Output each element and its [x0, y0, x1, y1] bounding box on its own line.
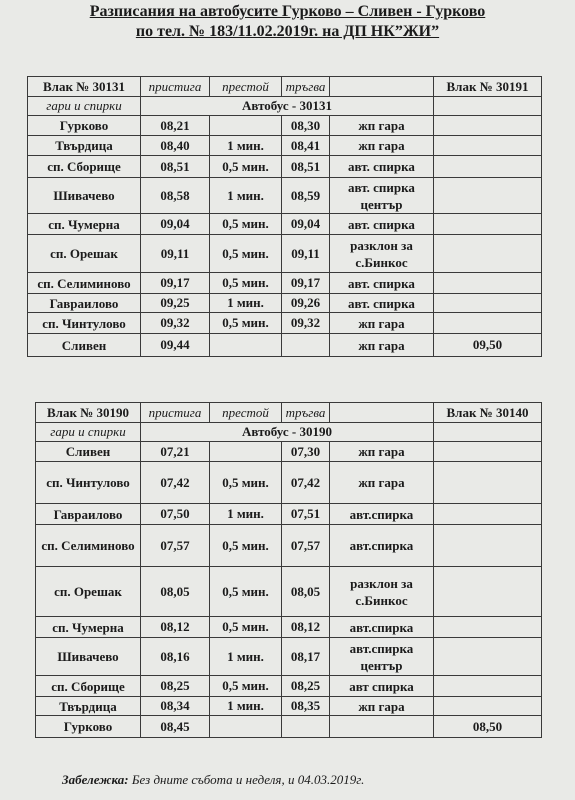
stop-type-cell: разклон за с.Бинкос — [330, 567, 434, 617]
stop-type-cell: авт.спирка — [330, 504, 434, 525]
table-row — [28, 273, 542, 294]
table-row — [36, 504, 542, 525]
connection-time-cell — [434, 462, 542, 504]
stop-cell: 0,5 мин. — [210, 313, 282, 334]
table-row — [28, 313, 542, 334]
table-row — [36, 525, 542, 567]
col-header-departure: тръгва — [282, 77, 330, 97]
table-row — [36, 638, 542, 676]
station-cell: сп. Сборище — [36, 676, 141, 697]
connection-time-cell — [434, 156, 542, 178]
table-row — [36, 442, 542, 462]
departure-cell: 09,26 — [282, 294, 330, 313]
col-header-arrival: пристига — [141, 77, 210, 97]
arrival-cell: 08,05 — [141, 567, 210, 617]
table-row — [28, 156, 542, 178]
station-cell: Твърдица — [28, 136, 141, 156]
stop-type-cell: авт. спирка център — [330, 178, 434, 214]
table-row — [36, 676, 542, 697]
station-cell: Гавраилово — [28, 294, 141, 313]
stations-label: гари и спирки — [28, 97, 141, 116]
col-header-departure: тръгва — [282, 403, 330, 423]
arrival-cell: 07,42 — [141, 462, 210, 504]
station-cell: Сливен — [36, 442, 141, 462]
arrival-cell: 09,17 — [141, 273, 210, 294]
departure-cell: 08,12 — [282, 617, 330, 638]
arrival-cell: 09,25 — [141, 294, 210, 313]
connection-time-cell — [434, 273, 542, 294]
stop-cell: 1 мин. — [210, 178, 282, 214]
train-number-left: Влак № 30190 — [36, 403, 141, 423]
connection-time-cell — [434, 442, 542, 462]
table-row — [36, 567, 542, 617]
station-cell: сп. Сборище — [28, 156, 141, 178]
stop-cell — [210, 716, 282, 738]
stop-type-cell: авт.спирка център — [330, 638, 434, 676]
bus-number: Автобус - 30131 — [141, 97, 434, 116]
departure-cell — [282, 334, 330, 357]
departure-cell: 07,42 — [282, 462, 330, 504]
bus-number: Автобус - 30190 — [141, 423, 434, 442]
departure-cell: 08,30 — [282, 116, 330, 136]
footnote — [62, 772, 364, 788]
arrival-cell: 08,21 — [141, 116, 210, 136]
connection-time-cell — [434, 638, 542, 676]
stop-type-cell: жп гара — [330, 136, 434, 156]
footnote-label: Забележка: — [62, 772, 129, 787]
table-row — [28, 294, 542, 313]
table-row — [36, 462, 542, 504]
right-blank — [434, 423, 542, 442]
timetable-gurkovo-sliven — [27, 76, 542, 357]
connection-time-cell — [434, 567, 542, 617]
table-row — [36, 617, 542, 638]
table-row — [28, 116, 542, 136]
departure-cell: 08,41 — [282, 136, 330, 156]
connection-time-cell — [434, 617, 542, 638]
station-cell: Гавраилово — [36, 504, 141, 525]
stop-cell: 0,5 мин. — [210, 273, 282, 294]
stop-cell — [210, 116, 282, 136]
train-number-right: Влак № 30140 — [434, 403, 542, 423]
departure-cell: 08,25 — [282, 676, 330, 697]
arrival-cell: 07,21 — [141, 442, 210, 462]
departure-cell: 09,11 — [282, 235, 330, 273]
arrival-cell: 09,44 — [141, 334, 210, 357]
stop-cell: 1 мин. — [210, 697, 282, 716]
station-cell: Шивачево — [28, 178, 141, 214]
col-header-arrival: пристига — [141, 403, 210, 423]
arrival-cell: 08,12 — [141, 617, 210, 638]
arrival-cell: 07,50 — [141, 504, 210, 525]
col-header-stop: престой — [210, 77, 282, 97]
table-row — [36, 697, 542, 716]
departure-cell: 08,35 — [282, 697, 330, 716]
stop-cell: 0,5 мин. — [210, 525, 282, 567]
station-cell: Шивачево — [36, 638, 141, 676]
connection-time-cell — [434, 136, 542, 156]
stop-cell: 0,5 мин. — [210, 156, 282, 178]
arrival-cell: 08,34 — [141, 697, 210, 716]
arrival-cell: 09,11 — [141, 235, 210, 273]
connection-time-cell: 09,50 — [434, 334, 542, 357]
col-header-stop: престой — [210, 403, 282, 423]
arrival-cell: 08,16 — [141, 638, 210, 676]
table-row — [28, 214, 542, 235]
departure-cell: 08,05 — [282, 567, 330, 617]
train-number-left: Влак № 30131 — [28, 77, 141, 97]
station-cell: сп. Чинтулово — [36, 462, 141, 504]
arrival-cell: 08,58 — [141, 178, 210, 214]
station-cell: Гурково — [28, 116, 141, 136]
arrival-cell: 09,04 — [141, 214, 210, 235]
stations-label: гари и спирки — [36, 423, 141, 442]
connection-time-cell — [434, 504, 542, 525]
station-cell: сп. Селиминово — [28, 273, 141, 294]
title-line-1: Разписания на автобусите Гурково – Сливен - Гурково — [89, 3, 486, 20]
train-number-right: Влак № 30191 — [434, 77, 542, 97]
station-cell: сп. Орешак — [28, 235, 141, 273]
connection-time-cell — [434, 697, 542, 716]
stop-type-cell: авт. спирка — [330, 156, 434, 178]
connection-time-cell — [434, 116, 542, 136]
stop-type-cell: авт. спирка — [330, 273, 434, 294]
connection-time-cell: 08,50 — [434, 716, 542, 738]
stop-type-cell: разклон за с.Бинкос — [330, 235, 434, 273]
stop-cell — [210, 334, 282, 357]
table-row — [28, 178, 542, 214]
table-row — [28, 334, 542, 357]
departure-cell: 08,17 — [282, 638, 330, 676]
table-row — [28, 136, 542, 156]
stop-cell — [210, 442, 282, 462]
timetable-sliven-gurkovo — [35, 402, 542, 738]
connection-time-cell — [434, 235, 542, 273]
arrival-cell: 09,32 — [141, 313, 210, 334]
stop-type-cell: жп гара — [330, 442, 434, 462]
stop-type-cell: жп гара — [330, 334, 434, 357]
stop-type-cell: жп гара — [330, 313, 434, 334]
stop-type-cell: жп гара — [330, 462, 434, 504]
stop-type-cell: жп гара — [330, 697, 434, 716]
departure-cell: 09,04 — [282, 214, 330, 235]
departure-cell — [282, 716, 330, 738]
stop-type-cell: авт. спирка — [330, 294, 434, 313]
stop-cell: 0,5 мин. — [210, 462, 282, 504]
stop-type-cell: авт спирка — [330, 676, 434, 697]
stop-type-cell: авт.спирка — [330, 617, 434, 638]
connection-time-cell — [434, 313, 542, 334]
connection-time-cell — [434, 525, 542, 567]
title-line-2: по тел. № 183/11.02.2019г. на ДП НК”ЖИ” — [135, 23, 440, 40]
departure-cell: 09,32 — [282, 313, 330, 334]
stop-type-cell: жп гара — [330, 116, 434, 136]
arrival-cell: 07,57 — [141, 525, 210, 567]
station-cell: Гурково — [36, 716, 141, 738]
arrival-cell: 08,51 — [141, 156, 210, 178]
connection-time-cell — [434, 294, 542, 313]
stop-type-cell: авт.спирка — [330, 525, 434, 567]
stop-type-cell — [330, 716, 434, 738]
header-blank — [330, 77, 434, 97]
departure-cell: 08,51 — [282, 156, 330, 178]
arrival-cell: 08,45 — [141, 716, 210, 738]
station-cell: сп. Селиминово — [36, 525, 141, 567]
departure-cell: 07,51 — [282, 504, 330, 525]
stop-cell: 0,5 мин. — [210, 617, 282, 638]
stop-type-cell: авт. спирка — [330, 214, 434, 235]
footnote-text: Без дните събота и неделя, и 04.03.2019г. — [128, 772, 365, 787]
stop-cell: 0,5 мин. — [210, 676, 282, 697]
station-cell: Сливен — [28, 334, 141, 357]
stop-cell: 1 мин. — [210, 136, 282, 156]
departure-cell: 08,59 — [282, 178, 330, 214]
station-cell: сп. Чумерна — [36, 617, 141, 638]
stop-cell: 0,5 мин. — [210, 567, 282, 617]
station-cell: сп. Чумерна — [28, 214, 141, 235]
stop-cell: 0,5 мин. — [210, 214, 282, 235]
arrival-cell: 08,25 — [141, 676, 210, 697]
station-cell: Твърдица — [36, 697, 141, 716]
departure-cell: 07,57 — [282, 525, 330, 567]
station-cell: сп. Орешак — [36, 567, 141, 617]
header-blank — [330, 403, 434, 423]
table-row — [36, 716, 542, 738]
stop-cell: 1 мин. — [210, 294, 282, 313]
connection-time-cell — [434, 214, 542, 235]
stop-cell: 1 мин. — [210, 638, 282, 676]
arrival-cell: 08,40 — [141, 136, 210, 156]
connection-time-cell — [434, 178, 542, 214]
departure-cell: 07,30 — [282, 442, 330, 462]
station-cell: сп. Чинтулово — [28, 313, 141, 334]
departure-cell: 09,17 — [282, 273, 330, 294]
document-title — [0, 0, 575, 42]
stop-cell: 1 мин. — [210, 504, 282, 525]
right-blank — [434, 97, 542, 116]
stop-cell: 0,5 мин. — [210, 235, 282, 273]
connection-time-cell — [434, 676, 542, 697]
table-row — [28, 235, 542, 273]
